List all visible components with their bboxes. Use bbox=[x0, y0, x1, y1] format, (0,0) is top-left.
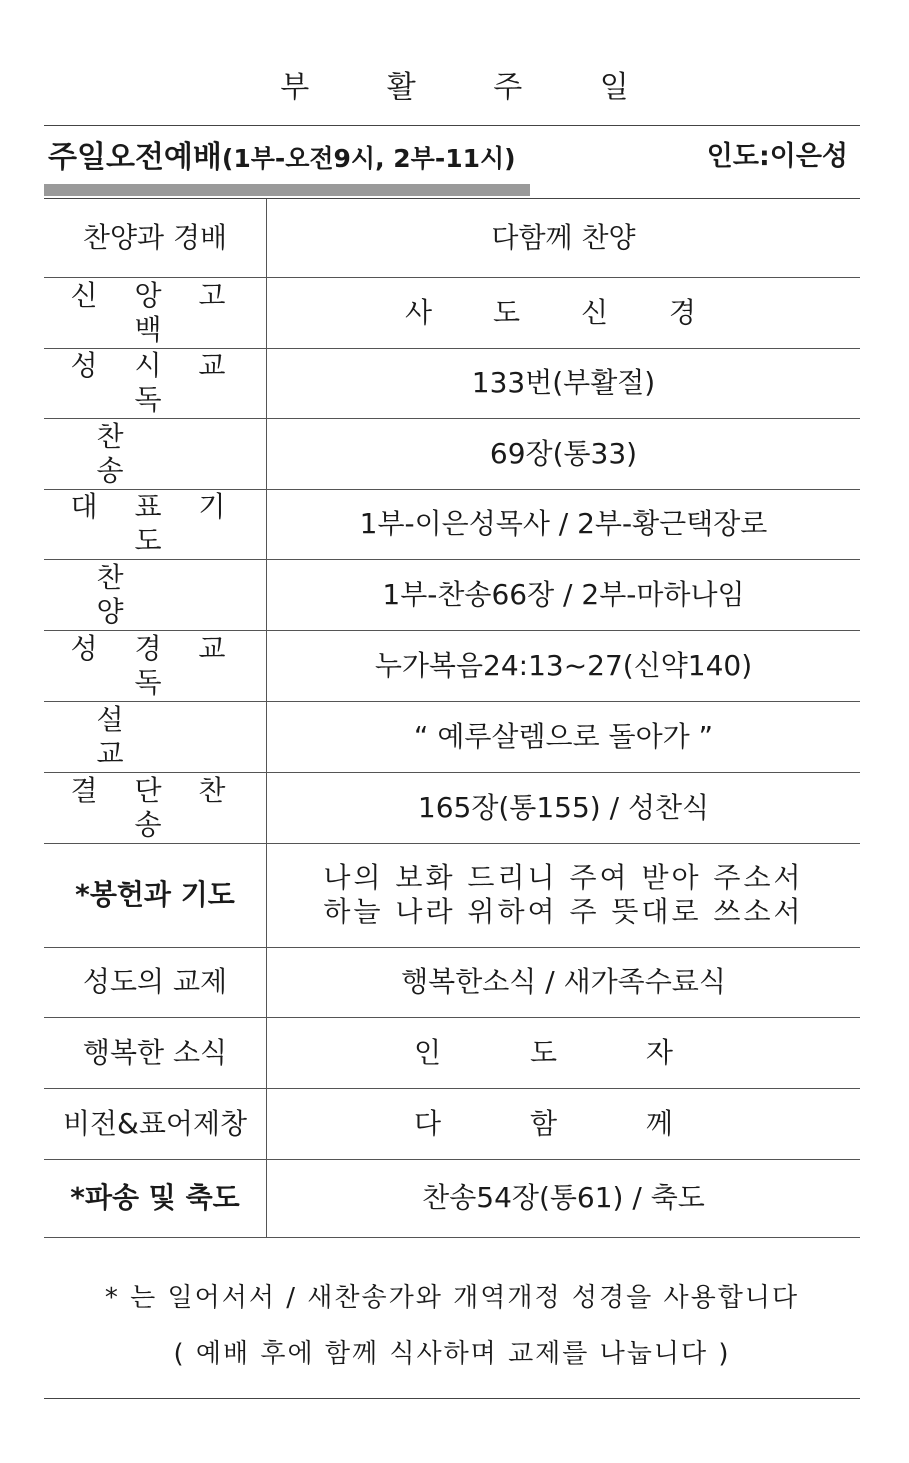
service-times: (1부-오전9시, 2부-11시) bbox=[221, 144, 516, 173]
order-label: 행복한 소식 bbox=[44, 1017, 267, 1088]
order-row bbox=[44, 199, 860, 277]
order-value: 133번(부활절) bbox=[267, 348, 861, 418]
order-label: 찬 송 bbox=[44, 418, 267, 489]
hymn-line: 하늘 나라 위하여 주 뜻대로 쓰소서 bbox=[323, 895, 804, 928]
service-title bbox=[48, 132, 516, 176]
header-underline-bar bbox=[44, 184, 530, 196]
order-row bbox=[44, 489, 860, 559]
order-label: 성 시 교 독 bbox=[44, 348, 267, 418]
note-line: * 는 일어서서 / 새찬송가와 개역개정 성경을 사용합니다 bbox=[104, 1283, 800, 1313]
order-row bbox=[44, 701, 860, 772]
order-row bbox=[44, 630, 860, 701]
order-label: 성도의 교제 bbox=[44, 947, 267, 1017]
order-label: 설 교 bbox=[44, 701, 267, 772]
service-name: 주일오전예배 bbox=[48, 140, 222, 175]
order-label: 신 앙 고 백 bbox=[44, 277, 267, 348]
order-value: 1부-이은성목사 / 2부-황근택장로 bbox=[267, 489, 861, 559]
worship-order-table bbox=[44, 199, 860, 1238]
top-divider bbox=[44, 125, 860, 126]
note-line: ( 예배 후에 함께 식사하며 교제를 나눕니다 ) bbox=[173, 1339, 731, 1369]
order-value: “ 예루살렘으로 돌아가 ” bbox=[267, 701, 861, 772]
order-value: 찬송54장(통61) / 축도 bbox=[267, 1159, 861, 1237]
bottom-divider bbox=[44, 1398, 860, 1399]
order-label: 찬양과 경배 bbox=[44, 199, 267, 277]
order-value: 행복한소식 / 새가족수료식 bbox=[267, 947, 861, 1017]
order-row bbox=[44, 418, 860, 489]
order-value: 다함께 찬양 bbox=[267, 199, 861, 277]
hymn-line: 나의 보화 드리니 주여 받아 주소서 bbox=[323, 861, 804, 895]
order-row bbox=[44, 559, 860, 630]
order-row bbox=[44, 348, 860, 418]
order-value: 165장(통155) / 성찬식 bbox=[267, 772, 861, 843]
order-label: 대 표 기 도 bbox=[44, 489, 267, 559]
order-label: 결 단 찬 송 bbox=[44, 772, 267, 843]
order-value: 다 함 께 bbox=[267, 1088, 861, 1159]
order-value: 1부-찬송66장 / 2부-마하나임 bbox=[267, 559, 861, 630]
order-value: 인 도 자 bbox=[267, 1017, 861, 1088]
order-row bbox=[44, 1017, 860, 1088]
order-row bbox=[44, 947, 860, 1017]
order-label: 비전&표어제창 bbox=[44, 1088, 267, 1159]
order-row bbox=[44, 772, 860, 843]
order-row bbox=[44, 277, 860, 348]
order-value: 69장(통33) bbox=[267, 418, 861, 489]
service-header bbox=[48, 132, 848, 180]
order-label: 찬 양 bbox=[44, 559, 267, 630]
order-value bbox=[267, 843, 861, 947]
order-value: 누가복음24:13~27(신약140) bbox=[267, 630, 861, 701]
order-value: 사 도 신 경 bbox=[267, 277, 861, 348]
order-row bbox=[44, 1159, 860, 1237]
notes bbox=[44, 1270, 860, 1382]
order-label: 성 경 교 독 bbox=[44, 630, 267, 701]
order-row bbox=[44, 843, 860, 947]
order-label: *파송 및 축도 bbox=[44, 1159, 267, 1237]
order-row bbox=[44, 1088, 860, 1159]
page-title: 부 활 주 일 bbox=[280, 70, 663, 105]
order-label: *봉헌과 기도 bbox=[44, 843, 267, 947]
service-leader: 인도:이은성 bbox=[706, 141, 848, 172]
